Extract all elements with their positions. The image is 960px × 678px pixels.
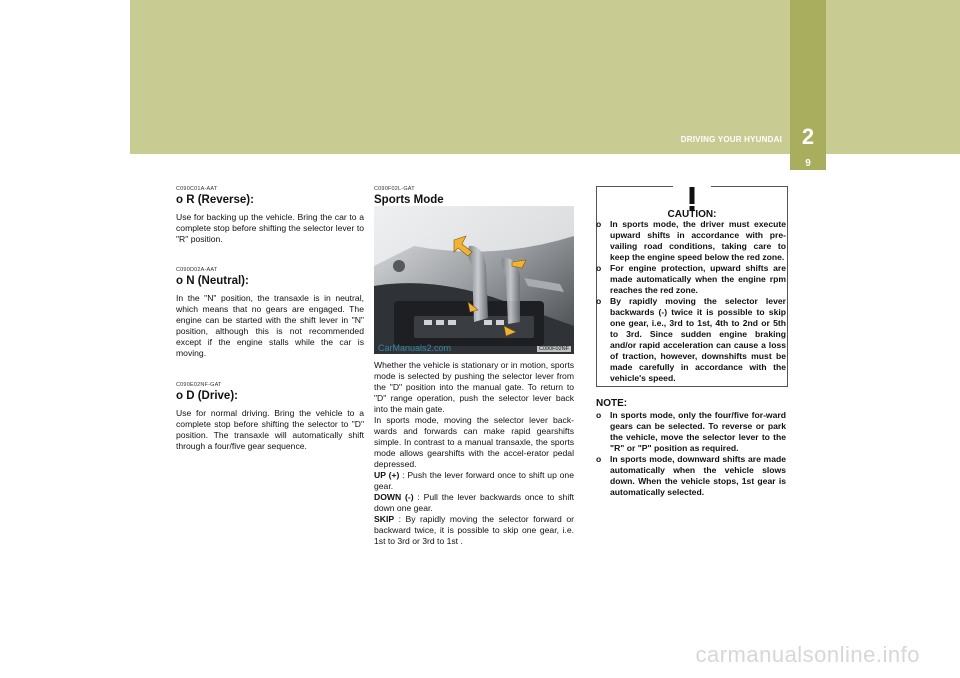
- term-skip: SKIP : By rapidly moving the selector forward or backward twice, it is possible to skip one gear, i.e. 1st to 3rd or 3rd to 1st .: [374, 514, 574, 546]
- page-number: 9: [805, 158, 811, 169]
- list-item: o In sports mode, the driver must execute upward shifts in accordance with pre-vailing road conditions, taking care to keep the engine speed below the red zone.: [596, 219, 786, 262]
- section-heading: o R (Reverse):: [176, 194, 254, 206]
- shift-lever-photo: [374, 206, 574, 354]
- note-title: NOTE:: [596, 398, 628, 409]
- section-body: Use for backing up the vehicle. Bring the car to a complete stop before shifting the selector lever to "R" position.: [176, 212, 364, 244]
- section-code: C090C01A-AAT: [176, 186, 218, 192]
- note-list: [596, 410, 786, 498]
- term-up: UP (+) : Push the lever forward once to shift up one gear.: [374, 470, 574, 491]
- section-code: C090D02A-AAT: [176, 267, 218, 273]
- header-band: [130, 0, 960, 154]
- caution-title: CAUTION:: [667, 209, 717, 220]
- section-heading: o D (Drive):: [176, 390, 238, 402]
- section-heading: o N (Neutral):: [176, 275, 249, 287]
- footer-watermark: carmanualsonline.info: [695, 642, 920, 667]
- shift-lever-illustration: [374, 206, 574, 354]
- paragraph: Whether the vehicle is stationary or in motion, sports mode is selected by pushing the selector lever from the "D" position into the manual gate. To return to "D" range operation, push the selector lever back into the main gate.: [374, 360, 574, 414]
- list-item: o In sports mode, only the four/five for-ward gears can be selected. To reverse or park the vehicle, move the selector lever to the "R" or "P" position as required.: [596, 410, 786, 453]
- chapter-title: DRIVING YOUR HYUNDAI: [680, 135, 782, 144]
- section-code: C090E02NF-GAT: [176, 382, 222, 388]
- list-item: o For engine protection, upward shifts are made automatically when the engine rpm reaches the red zone.: [596, 263, 786, 295]
- section-body: In the "N" position, the transaxle is in neutral, which means that no gears are engaged. The engine can be started with the shift lever in "N" position, although this is not recommended except if the engine stalls while the car is moving.: [176, 293, 364, 358]
- section-heading: Sports Mode: [374, 194, 444, 206]
- sports-mode-body: [374, 360, 574, 547]
- chapter-number: 2: [801, 124, 815, 149]
- section-body: Use for normal driving. Bring the vehicle to a complete stop before shifting the selector to "D" position. The transaxle will automatically shift through a four/five gear sequence.: [176, 408, 364, 451]
- list-item: o By rapidly moving the selector lever backwards (-) twice it is possible to skip one gear, i.e., 3rd to 1st, 4th to 2nd or 5th to 3rd. Since sudden engine braking and/or rapid acceleration can cause a loss of traction, however, downshifts must be made carefully in accordance with the vehicle's speed.: [596, 296, 786, 383]
- photo-caption: C090F02NF: [539, 346, 569, 352]
- section-code: C090F02L-GAT: [374, 186, 415, 192]
- section-reverse: [176, 186, 364, 245]
- paragraph: In sports mode, moving the selector lever back-wards and forwards can make rapid gearshifts simple. In contrast to a manual transaxle, the sports mode allows gearshifts with the accel-erator pedal depressed.: [374, 415, 574, 469]
- caution-list: [596, 219, 786, 384]
- watermark-text: CarManuals2.com: [378, 343, 452, 353]
- section-neutral: [176, 267, 364, 359]
- chapter-tab: [790, 0, 826, 170]
- list-item: o In sports mode, downward shifts are made automatically when the vehicle slows down. When the vehicle stops, 1st gear is automatically selected.: [596, 454, 786, 497]
- term-down: DOWN (-) : Pull the lever backwards once to shift down one gear.: [374, 492, 575, 513]
- section-drive: [176, 382, 364, 452]
